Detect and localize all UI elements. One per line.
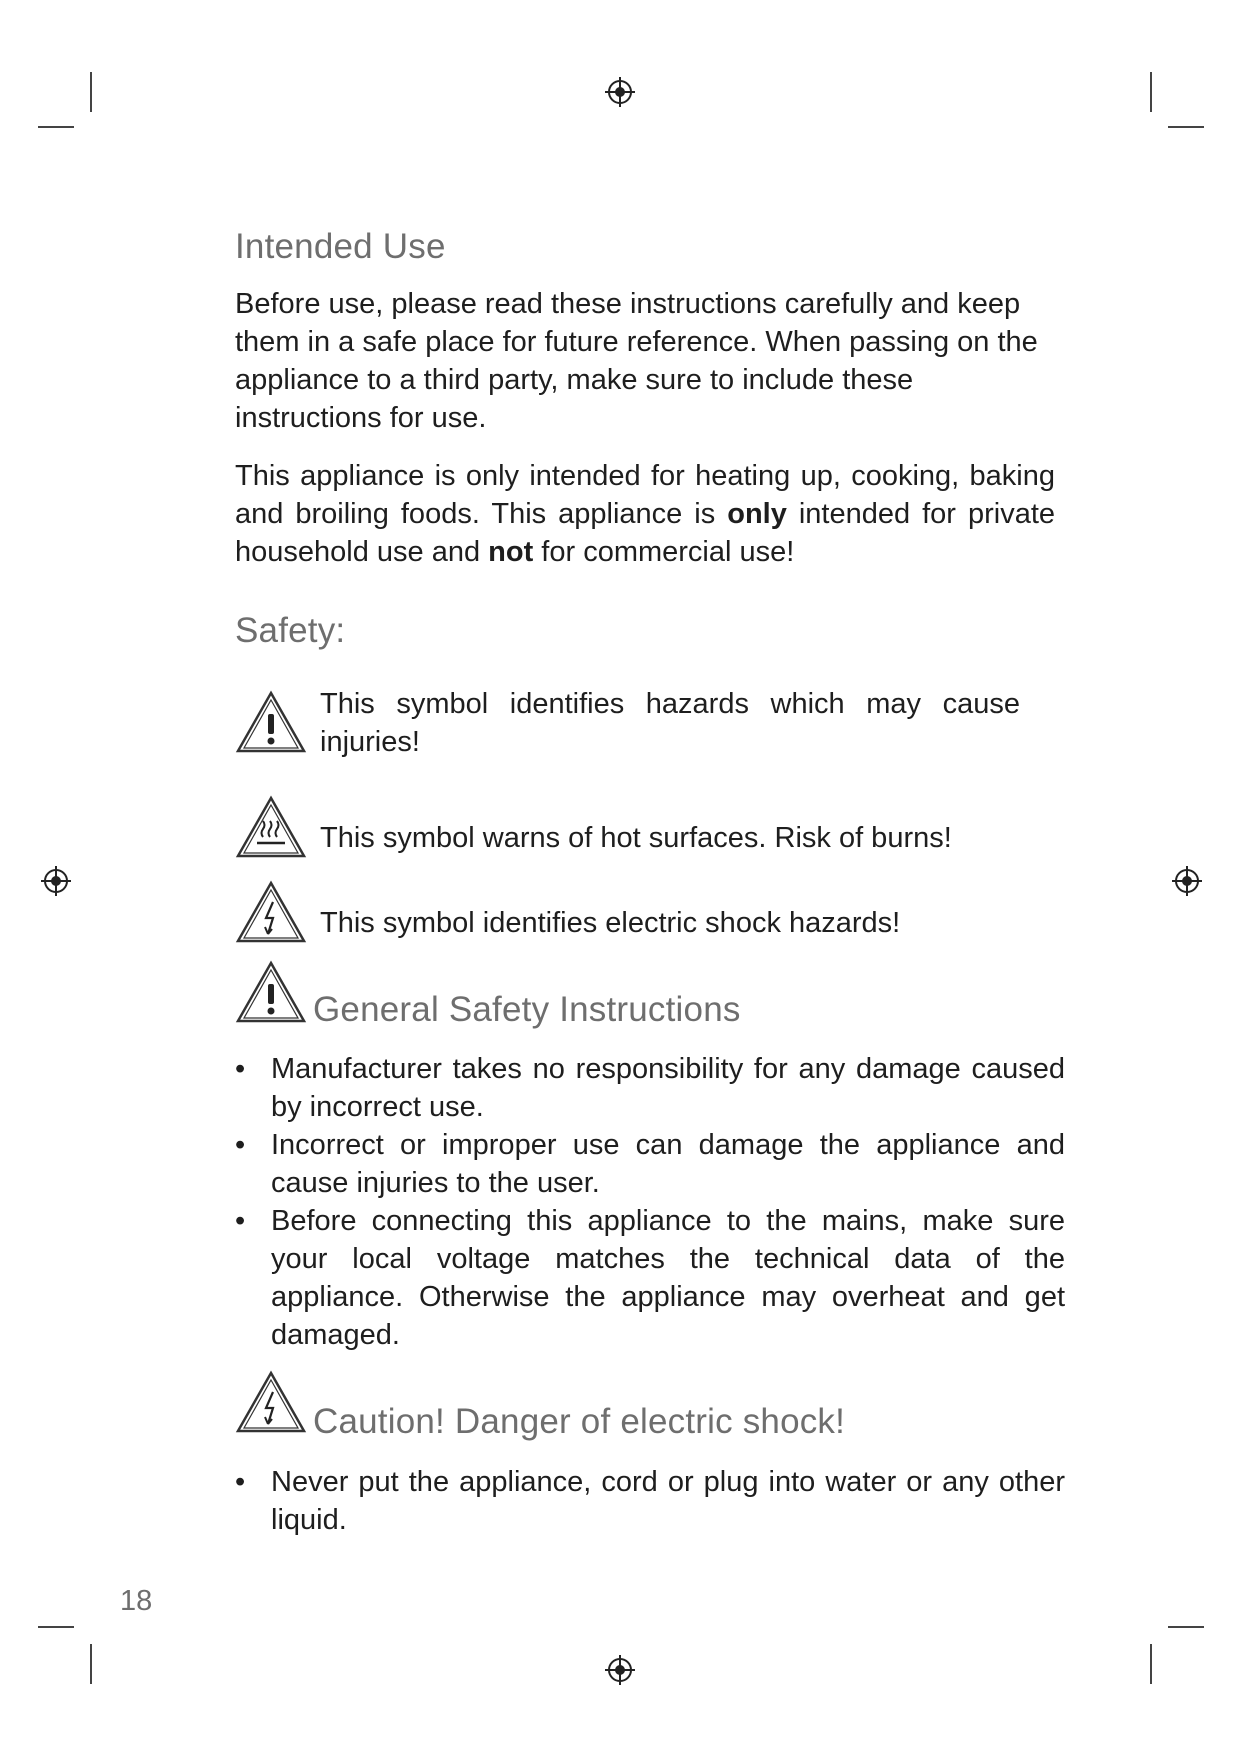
bullet: • (235, 1466, 246, 1498)
electric-shock-icon (235, 880, 307, 944)
intended-use-paragraph-1: Before use, please read these instructions carefully and keep them in a safe place for future reference. When passing on the appliance to a third party, make sure to include these instructions for use. (235, 288, 1038, 434)
crop-mark (38, 1626, 74, 1628)
safety-heading: Safety: (235, 611, 346, 650)
list-item-text: Never put the appliance, cord or plug into water or any other liquid. (271, 1466, 1065, 1536)
list-item-text: Incorrect or improper use can damage the appliance and cause injuries to the user. (271, 1129, 1065, 1199)
safety-symbol-row (235, 880, 1070, 960)
list-item (235, 1463, 1065, 1539)
para2-bold-not: not (488, 536, 534, 568)
crop-mark (90, 72, 92, 112)
para2-text-c: intended for private household use and (235, 498, 1056, 568)
crop-mark (1150, 1644, 1152, 1684)
list-item-text: Manufacturer takes no responsibility for any damage caused by incorrect use. (271, 1053, 1065, 1123)
list-item-text: Before connecting this appliance to the mains, make sure your local voltage matches the technical data of the appliance. Otherwise the appliance may overheat and get damaged. (271, 1205, 1065, 1351)
crop-mark (1168, 126, 1204, 128)
electric-shock-icon (235, 1370, 307, 1434)
registration-mark-icon (605, 1655, 635, 1685)
bullet: • (235, 1129, 246, 1161)
warning-exclamation-icon (235, 960, 307, 1024)
safety-symbol-text: This symbol identifies electric shock hazards! (320, 907, 901, 939)
registration-mark-icon (605, 77, 635, 107)
list-item (235, 1202, 1065, 1354)
safety-symbol-row (235, 675, 1070, 765)
crop-mark (38, 126, 74, 128)
list-item (235, 1050, 1065, 1126)
para2-bold-only: only (727, 498, 787, 530)
bullet: • (235, 1205, 246, 1237)
intended-use-heading: Intended Use (235, 227, 446, 266)
safety-symbol-text: This symbol warns of hot surfaces. Risk of burns! (320, 822, 952, 854)
page-number: 18 (120, 1585, 153, 1617)
para2-text-a: This appliance is only intended for heating up, cooking, baking and broiling foods. This appliance is (235, 460, 1055, 530)
safety-symbol-text: This symbol identifies hazards which may cause injuries! (320, 688, 1020, 758)
registration-mark-icon (41, 866, 71, 896)
list-item (235, 1126, 1065, 1202)
general-safety-list (235, 1050, 1065, 1354)
caution-heading: Caution! Danger of electric shock! (313, 1402, 846, 1441)
crop-mark (1168, 1626, 1204, 1628)
registration-mark-icon (1172, 866, 1202, 896)
para2-text-e: for commercial use! (533, 536, 795, 568)
warning-exclamation-icon (235, 690, 307, 754)
crop-mark (90, 1644, 92, 1684)
crop-mark (1150, 72, 1152, 112)
bullet: • (235, 1053, 246, 1085)
general-safety-heading: General Safety Instructions (313, 990, 741, 1029)
hot-surface-icon (235, 795, 307, 859)
safety-symbol-row (235, 795, 1070, 875)
caution-list (235, 1463, 1065, 1539)
intended-use-paragraph-2 (235, 457, 1055, 571)
